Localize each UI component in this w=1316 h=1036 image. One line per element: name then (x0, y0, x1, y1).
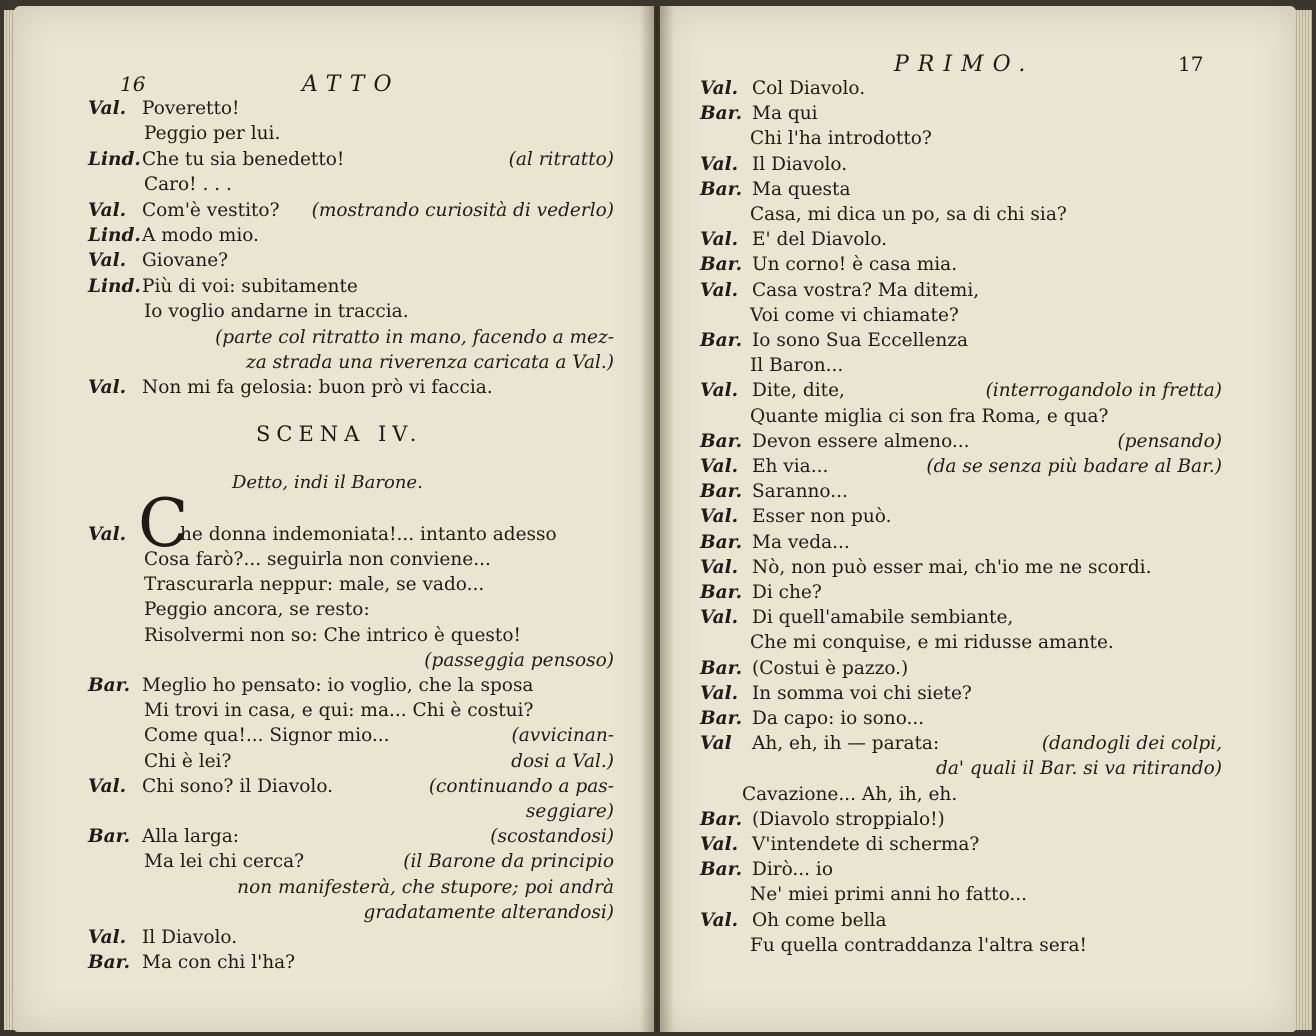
dialogue-line (14, 875, 618, 900)
line-text: Di quell'amabile sembiante, (752, 607, 1014, 629)
dialogue-line (14, 623, 618, 648)
book-gutter (640, 6, 674, 1032)
dialogue-line (660, 353, 1226, 378)
speaker-label: Bar. (88, 675, 131, 696)
dialogue-line (14, 749, 618, 774)
dialogue-line (660, 303, 1226, 328)
line-text: Col Diavolo. (752, 78, 866, 99)
stage-direction: (dandogli dei colpi, (1041, 733, 1222, 755)
line-text: Peggio per lui. (144, 123, 281, 145)
dialogue-line (14, 547, 618, 572)
line-text: V'intendete di scherma? (752, 834, 980, 855)
line-text: Casa, mi dica un po, sa di chi sia? (750, 204, 1067, 225)
speaker-label: Val. (88, 524, 127, 545)
speaker-label: Val. (700, 682, 739, 704)
speaker-label: Val. (88, 250, 127, 272)
speaker-label: Val. (700, 78, 739, 99)
line-text: Casa vostra? Ma ditemi, (752, 279, 980, 301)
stage-direction: (scostandosi) (490, 826, 614, 848)
line-text: Chi l'ha introdotto? (750, 128, 932, 150)
right-page-edges (1294, 10, 1312, 1030)
line-text: Devon essere almeno... (752, 430, 970, 452)
speaker-label: Bar. (700, 254, 743, 276)
stage-direction: (avvicinan- (511, 725, 614, 747)
right-page (660, 6, 1296, 1032)
line-text: Un corno! è casa mia. (752, 254, 958, 276)
dialogue-line (14, 274, 618, 299)
speaker-label: Bar. (700, 103, 743, 125)
line-text: Dite, dite, (752, 380, 845, 402)
stage-direction: da' quali il Bar. si va ritirando) (935, 758, 1222, 780)
speaker-label: Val. (88, 775, 127, 797)
line-text: Saranno... (752, 481, 848, 503)
line-text: Risolvermi non so: Che intrico è questo! (144, 624, 521, 646)
dialogue-line (660, 580, 1226, 605)
dialogue-line (14, 147, 618, 172)
line-text: Io sono Sua Eccellenza (752, 330, 969, 351)
page-number-left: 16 (120, 72, 146, 96)
line-text: Ne' miei primi anni ho fatto... (750, 884, 1028, 906)
dialogue-line (14, 723, 618, 748)
speaker-label: Val. (700, 279, 739, 301)
dialogue-line (660, 76, 1226, 101)
dialogue-line (14, 248, 618, 273)
running-head-right: PRIMO. (894, 52, 1035, 77)
dialogue-line (14, 223, 618, 248)
running-head-left: ATTO (302, 72, 401, 97)
dialogue-line (660, 882, 1226, 907)
scene-title: SCENA IV. (256, 422, 423, 446)
dialogue-line (660, 605, 1226, 630)
speaker-label: Bar. (700, 582, 743, 603)
line-text: Eh via... (752, 456, 829, 477)
speaker-label: Val. (88, 377, 127, 399)
left-page (14, 6, 654, 1032)
line-text: Ma questa (752, 178, 851, 200)
speaker-label: Val. (88, 927, 127, 948)
dialogue-line (660, 656, 1226, 681)
line-text: Io voglio andarne in traccia. (144, 301, 409, 323)
drop-cap: C (138, 485, 189, 562)
line-text: Ma con chi l'ha? (142, 952, 296, 974)
line-text: Oh come bella (752, 909, 887, 931)
stage-direction: dosi a Val.) (511, 750, 614, 772)
line-text: Il Diavolo. (752, 153, 848, 175)
line-text: Che mi conquise, e mi ridusse amante. (750, 632, 1114, 654)
dialogue-line (660, 681, 1226, 706)
line-text: Non mi fa gelosia: buon prò vi faccia. (142, 377, 493, 399)
dialogue-line (660, 101, 1226, 126)
dialogue-line (14, 96, 618, 121)
dialogue-line (660, 530, 1226, 555)
speaker-label: Lind. (88, 275, 141, 297)
dialogue-line (14, 121, 618, 146)
stage-direction: (pensando) (1117, 430, 1222, 452)
speaker-label: Val. (700, 456, 739, 477)
dialogue-line (14, 799, 618, 824)
speaker-label: Bar. (700, 330, 743, 351)
dialogue-line (14, 648, 618, 673)
dialogue-line (660, 706, 1226, 731)
line-text: Giovane? (142, 250, 229, 272)
speaker-label: Bar. (700, 708, 743, 729)
dialogue-line (660, 832, 1226, 857)
dialogue-line (660, 908, 1226, 933)
dialogue-line (14, 900, 618, 925)
stage-direction: (il Barone da principio (403, 851, 614, 873)
line-text: Trascurarla neppur: male, se vado... (144, 574, 485, 596)
speaker-label: Val. (700, 834, 739, 855)
line-text: Chi è lei? (144, 750, 232, 772)
line-text: Ma lei chi cerca? (144, 851, 305, 873)
line-text: Come qua!... Signor mio... (144, 725, 390, 747)
speaker-label: Bar. (700, 657, 743, 679)
speaker-label: Bar. (88, 826, 131, 848)
line-text: A modo mio. (142, 225, 259, 246)
dialogue-line (660, 731, 1226, 756)
line-text: Da capo: io sono... (752, 708, 925, 729)
speaker-label: Bar. (700, 178, 743, 200)
dialogue-line (660, 252, 1226, 277)
speaker-label: Lind. (88, 148, 141, 170)
page-number-right: 17 (1178, 52, 1204, 76)
speaker-label: Val. (88, 98, 127, 119)
dialogue-line (660, 152, 1226, 177)
line-text: Fu quella contraddanza l'altra sera! (750, 934, 1087, 956)
speaker-label: Bar. (700, 859, 743, 881)
line-text: Nò, non può esser mai, ch'io me ne scordi. (752, 556, 1152, 578)
line-text: Mi trovi in casa, e qui: ma... Chi è costui? (144, 700, 534, 722)
dialogue-line (660, 479, 1226, 504)
speaker-label: Val. (700, 506, 739, 528)
dialogue-line (14, 597, 618, 622)
stage-direction: (continuando a pas- (428, 775, 614, 797)
speaker-label: Val. (700, 607, 739, 629)
line-text: E' del Diavolo. (752, 229, 888, 251)
line-text: Peggio ancora, se resto: (144, 599, 370, 621)
line-text: Com'è vestito? (142, 199, 280, 221)
speaker-label: Val. (700, 556, 739, 578)
line-text: Meglio ho pensato: io voglio, che la sposa (142, 675, 534, 696)
stage-direction: (al ritratto) (508, 148, 614, 170)
line-text: Chi sono? il Diavolo. (142, 775, 334, 797)
dialogue-line (14, 824, 618, 849)
line-text: Ma qui (752, 103, 818, 125)
dialogue-line (14, 925, 618, 950)
stage-direction: za strada una riverenza caricata a Val.) (246, 352, 614, 373)
line-text: he donna indemoniata!... intanto adesso (180, 524, 557, 545)
dialogue-line (14, 325, 618, 350)
stage-direction: gradatamente alterandosi) (363, 901, 614, 923)
dialogue-line (14, 673, 618, 698)
line-text: Poveretto! (142, 98, 240, 119)
stage-direction: seggiare) (525, 801, 614, 822)
speaker-label: Bar. (700, 531, 743, 553)
dialogue-line (660, 378, 1226, 403)
dialogue-line (660, 454, 1226, 479)
line-text: Il Diavolo. (142, 927, 238, 948)
dialogue-line (660, 555, 1226, 580)
dialogue-line (660, 630, 1226, 655)
stage-direction: non manifesterà, che stupore; poi andrà (237, 876, 614, 898)
dialogue-line (660, 807, 1226, 832)
line-text: Più di voi: subitamente (142, 275, 358, 297)
dialogue-line (660, 756, 1226, 781)
dialogue-line (14, 299, 618, 324)
speaker-label: Bar. (700, 481, 743, 503)
line-text: Voi come vi chiamate? (750, 304, 959, 326)
line-text: In somma voi chi siete? (752, 682, 972, 704)
line-text: Di che? (752, 582, 822, 603)
speaker-label: Val (700, 733, 732, 755)
dialogue-line (660, 404, 1226, 429)
dialogue-line (660, 177, 1226, 202)
dialogue-line (660, 504, 1226, 529)
dialogue-line (660, 429, 1226, 454)
dialogue-line (14, 375, 618, 400)
line-text: Che tu sia benedetto! (142, 148, 345, 170)
dialogue-line (660, 278, 1226, 303)
dialogue-line (14, 950, 618, 975)
speaker-label: Val. (700, 380, 739, 402)
dialogue-line (660, 126, 1226, 151)
line-text: Cavazione... Ah, ih, eh. (742, 783, 958, 805)
stage-direction: (da se senza più badare al Bar.) (926, 456, 1222, 477)
dialogue-line (14, 350, 618, 375)
stage-direction: (parte col ritratto in mano, facendo a mez- (215, 326, 614, 348)
dialogue-line (14, 172, 618, 197)
dialogue-line (14, 698, 618, 723)
line-text: Esser non può. (752, 506, 892, 528)
stage-direction: (interrogandolo in fretta) (985, 380, 1222, 402)
line-text: Dirò... io (752, 859, 833, 881)
stage-direction: (passeggia pensoso) (424, 649, 614, 671)
dialogue-line (14, 849, 618, 874)
scene-characters: Detto, indi il Barone. (232, 472, 423, 493)
speaker-label: Bar. (700, 430, 743, 452)
speaker-label: Bar. (700, 808, 743, 830)
speaker-label: Val. (88, 199, 127, 221)
line-text: (Costui è pazzo.) (752, 657, 909, 679)
line-text: Alla larga: (142, 826, 239, 848)
dialogue-line (14, 774, 618, 799)
line-text: Ah, eh, ih — parata: (752, 733, 940, 755)
line-text: Ma veda... (752, 531, 850, 553)
line-text: Il Baron... (750, 355, 844, 377)
speaker-label: Val. (700, 153, 739, 175)
line-text: Quante miglia ci son fra Roma, e qua? (750, 405, 1109, 427)
stage-direction: (mostrando curiosità di vederlo) (311, 199, 614, 221)
line-text: (Diavolo stroppialo!) (752, 808, 945, 830)
dialogue-line (660, 227, 1226, 252)
dialogue-line (660, 857, 1226, 882)
dialogue-line (660, 933, 1226, 958)
line-text: Cosa farò?... seguirla non conviene... (144, 549, 491, 570)
dialogue-line (660, 782, 1226, 807)
speaker-label: Val. (700, 909, 739, 931)
dialogue-line (660, 202, 1226, 227)
speaker-label: Bar. (88, 952, 131, 974)
line-text: Caro! . . . (144, 174, 232, 196)
speaker-label: Val. (700, 229, 739, 251)
dialogue-line (660, 328, 1226, 353)
dialogue-line (14, 198, 618, 223)
dialogue-line (14, 572, 618, 597)
speaker-label: Lind. (88, 225, 141, 246)
